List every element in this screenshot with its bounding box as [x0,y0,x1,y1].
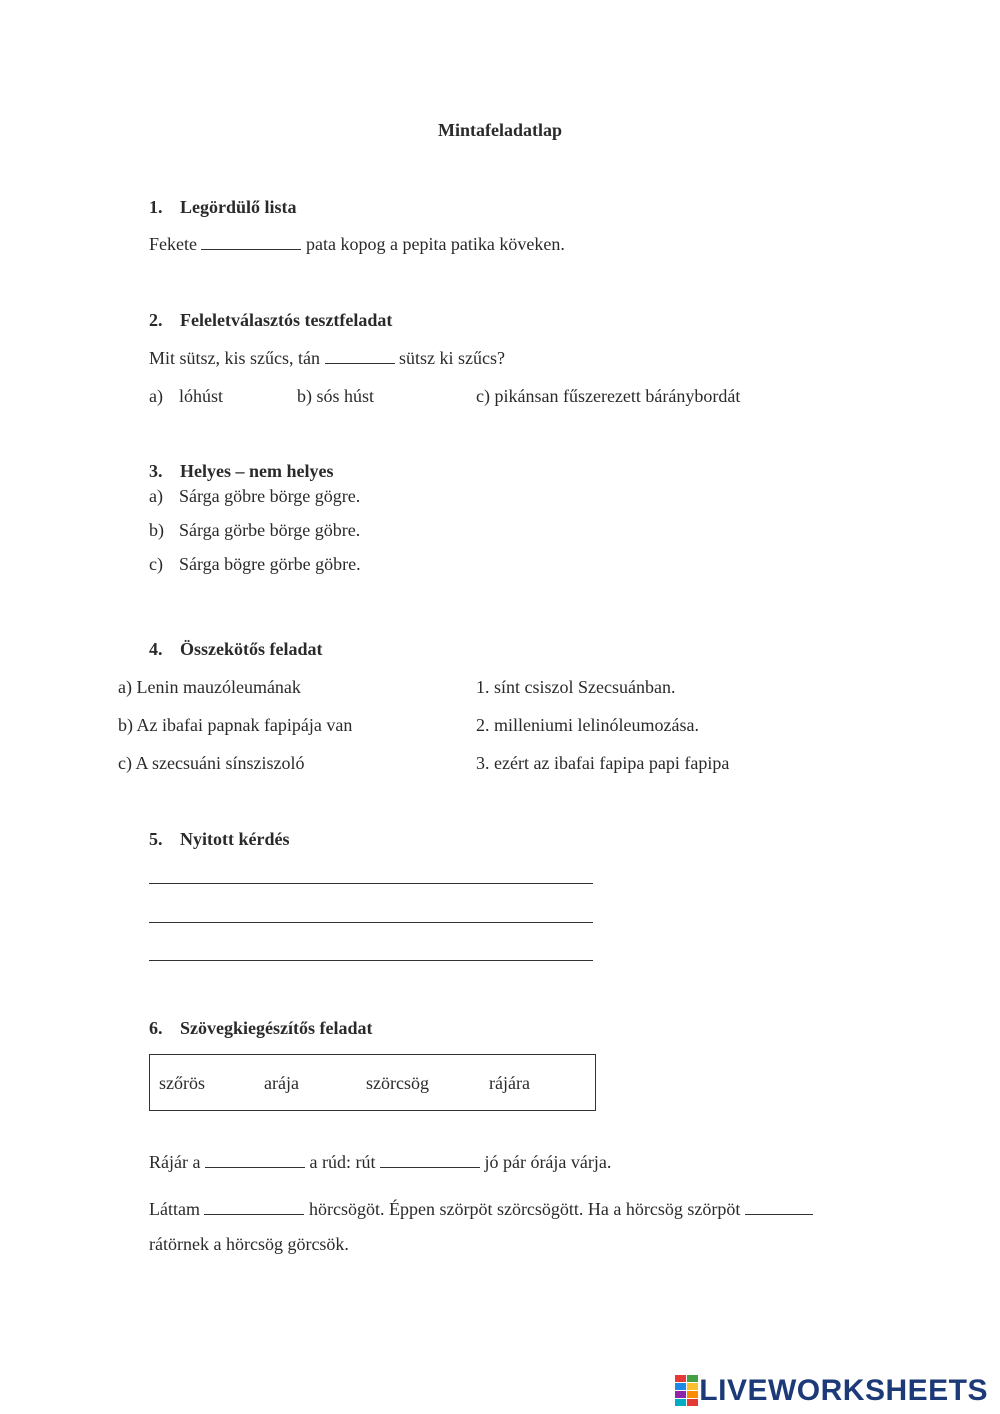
section-number: 4. [149,639,163,659]
section-5-heading [149,829,289,850]
true-false-item[interactable] [149,486,360,507]
fill-blank[interactable] [380,1153,480,1168]
section-number: 3. [149,461,163,481]
question-text: Mit sütsz, kis szűcs, tán [149,348,320,368]
page-title: Mintafeladatlap [438,120,562,140]
match-left-item[interactable]: b) Az ibafai papnak fapipája van [118,715,353,735]
sentence-text: hörcsögöt. Éppen szörpöt szörcsögött. Ha a hörcsög szörpöt [308,1199,741,1219]
section-2-question [149,348,505,369]
item-label: c) [149,554,163,574]
question-text: sütsz ki szűcs? [399,348,505,368]
fill-sentence-2 [149,1199,813,1220]
section-title: Összekötős feladat [180,639,323,659]
section-4-heading [149,639,323,660]
section-2-heading [149,310,392,331]
answer-line[interactable] [149,960,593,961]
true-false-item[interactable] [149,554,361,575]
option-b[interactable]: b) sós húst [297,386,375,406]
section-number: 6. [149,1018,163,1038]
item-label: b) [149,520,164,540]
option-text: lóhúst [179,386,224,406]
section-1-sentence [149,234,565,255]
section-number: 5. [149,829,163,849]
sentence-text: Láttam [149,1199,200,1219]
match-right-item[interactable]: 1. sínt csiszol Szecsuánban. [476,677,676,697]
section-number: 1. [149,197,163,217]
sentence-text: pata kopog a pepita patika köveken. [305,234,565,254]
word-bank-item[interactable]: szőrös [159,1073,205,1093]
answer-line[interactable] [149,883,593,884]
section-1-heading [149,197,297,218]
match-right-item[interactable]: 3. ezért az ibafai fapipa papi fapipa [476,753,730,773]
option-label: a) [149,386,163,406]
fill-sentence-1 [149,1152,611,1173]
section-3-heading [149,461,333,482]
section-number: 2. [149,310,163,330]
dropdown-blank[interactable] [201,235,301,250]
word-bank-item[interactable]: rájára [489,1073,530,1093]
answer-line[interactable] [149,922,593,923]
match-right-item[interactable]: 2. milleniumi lelinóleumozása. [476,715,699,735]
section-title: Szövegkiegészítős feladat [180,1018,373,1038]
word-bank-item[interactable]: arája [264,1073,299,1093]
liveworksheets-logo [675,1373,988,1409]
fill-blank[interactable] [745,1200,813,1215]
fill-sentence-3: rátörnek a hörcsög görcsök. [149,1234,349,1254]
section-title: Feleletválasztós tesztfeladat [180,310,393,330]
item-text: Sárga göbre börge gögre. [179,486,361,506]
word-bank [149,1054,596,1111]
word-bank-item[interactable]: szörcsög [366,1073,429,1093]
sentence-text: jó pár órája várja. [484,1152,612,1172]
fill-blank[interactable] [204,1200,304,1215]
match-left-item[interactable]: c) A szecsuáni sínsziszoló [118,753,305,773]
match-left-item[interactable]: a) Lenin mauzóleumának [118,677,301,697]
sentence-text: Fekete [149,234,197,254]
option-a[interactable] [149,386,223,407]
section-title: Helyes – nem helyes [180,461,334,481]
section-title: Nyitott kérdés [180,829,290,849]
section-6-heading [149,1018,372,1039]
sentence-text: Rájár a [149,1152,201,1172]
sentence-text: a rúd: rút [309,1152,376,1172]
item-label: a) [149,486,163,506]
item-text: Sárga bögre görbe göbre. [179,554,361,574]
option-c[interactable]: c) pikánsan fűszerezett báránybordát [476,386,741,406]
item-text: Sárga görbe börge göbre. [179,520,361,540]
answer-blank[interactable] [325,349,395,364]
section-title: Legördülő lista [180,197,297,217]
true-false-item[interactable] [149,520,360,541]
fill-blank[interactable] [205,1153,305,1168]
logo-text: LIVEWORKSHEETS [699,1374,988,1407]
logo-blocks-icon [675,1375,699,1407]
